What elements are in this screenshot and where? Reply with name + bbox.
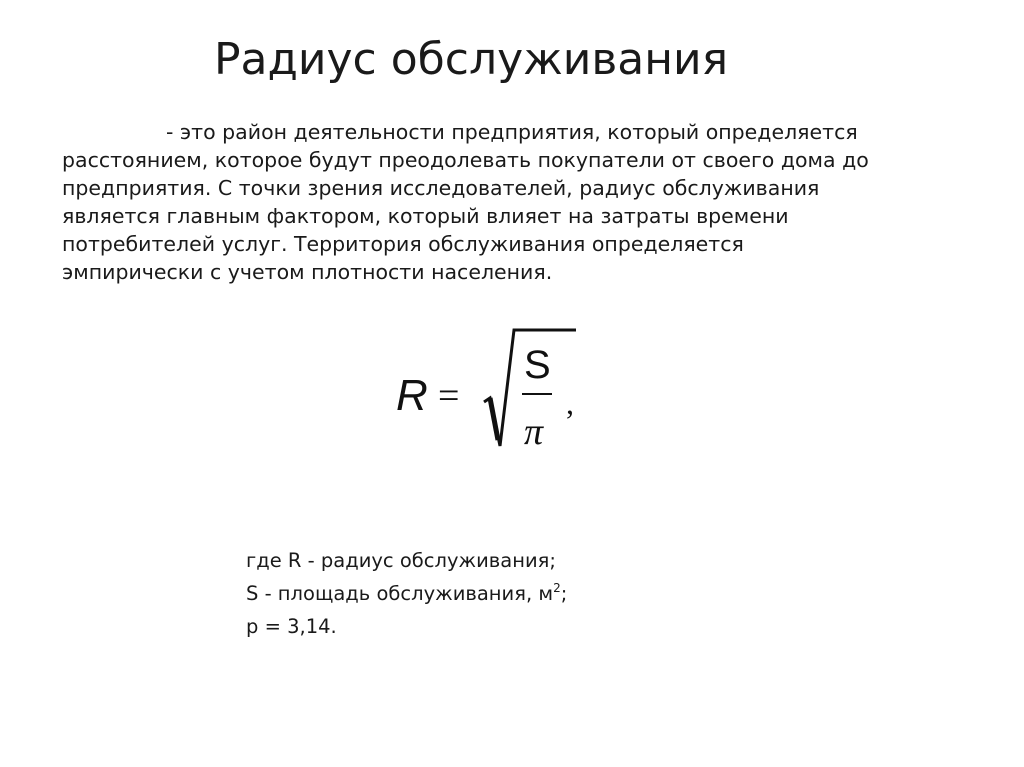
- paragraph-line: потребителей услуг. Территория обслуживания определяется: [62, 232, 744, 256]
- radius-formula: [390, 322, 620, 462]
- formula-comma: ,: [566, 385, 574, 421]
- formula-legend: [246, 544, 567, 643]
- legend-s-text: S - площадь обслуживания, м: [246, 582, 554, 605]
- definition-paragraph: [62, 118, 962, 286]
- paragraph-line: эмпирически с учетом плотности населения.: [62, 260, 553, 284]
- legend-p-line: р = 3,14.: [246, 615, 337, 638]
- legend-s-superscript: 2: [553, 581, 561, 595]
- slide-title: Радиус обслуживания: [214, 34, 729, 85]
- paragraph-line: предприятия. С точки зрения исследователей, радиус обслуживания: [62, 176, 820, 200]
- legend-s-line: [246, 577, 567, 610]
- paragraph-line: расстоянием, которое будут преодолевать покупатели от своего дома до: [62, 148, 869, 172]
- formula-graphic: [390, 322, 620, 462]
- legend-r-line: где R - радиус обслуживания;: [246, 549, 556, 572]
- formula-equals: =: [438, 375, 460, 417]
- sqrt-radical-stroke: [490, 398, 498, 440]
- legend-s-end: ;: [560, 582, 568, 605]
- paragraph-line: является главным фактором, который влияет на затраты времени: [62, 204, 789, 228]
- formula-lhs: R: [396, 371, 428, 420]
- formula-numerator: S: [524, 343, 551, 387]
- paragraph-line: - это район деятельности предприятия, который определяется: [166, 120, 858, 144]
- formula-denominator: π: [524, 411, 544, 453]
